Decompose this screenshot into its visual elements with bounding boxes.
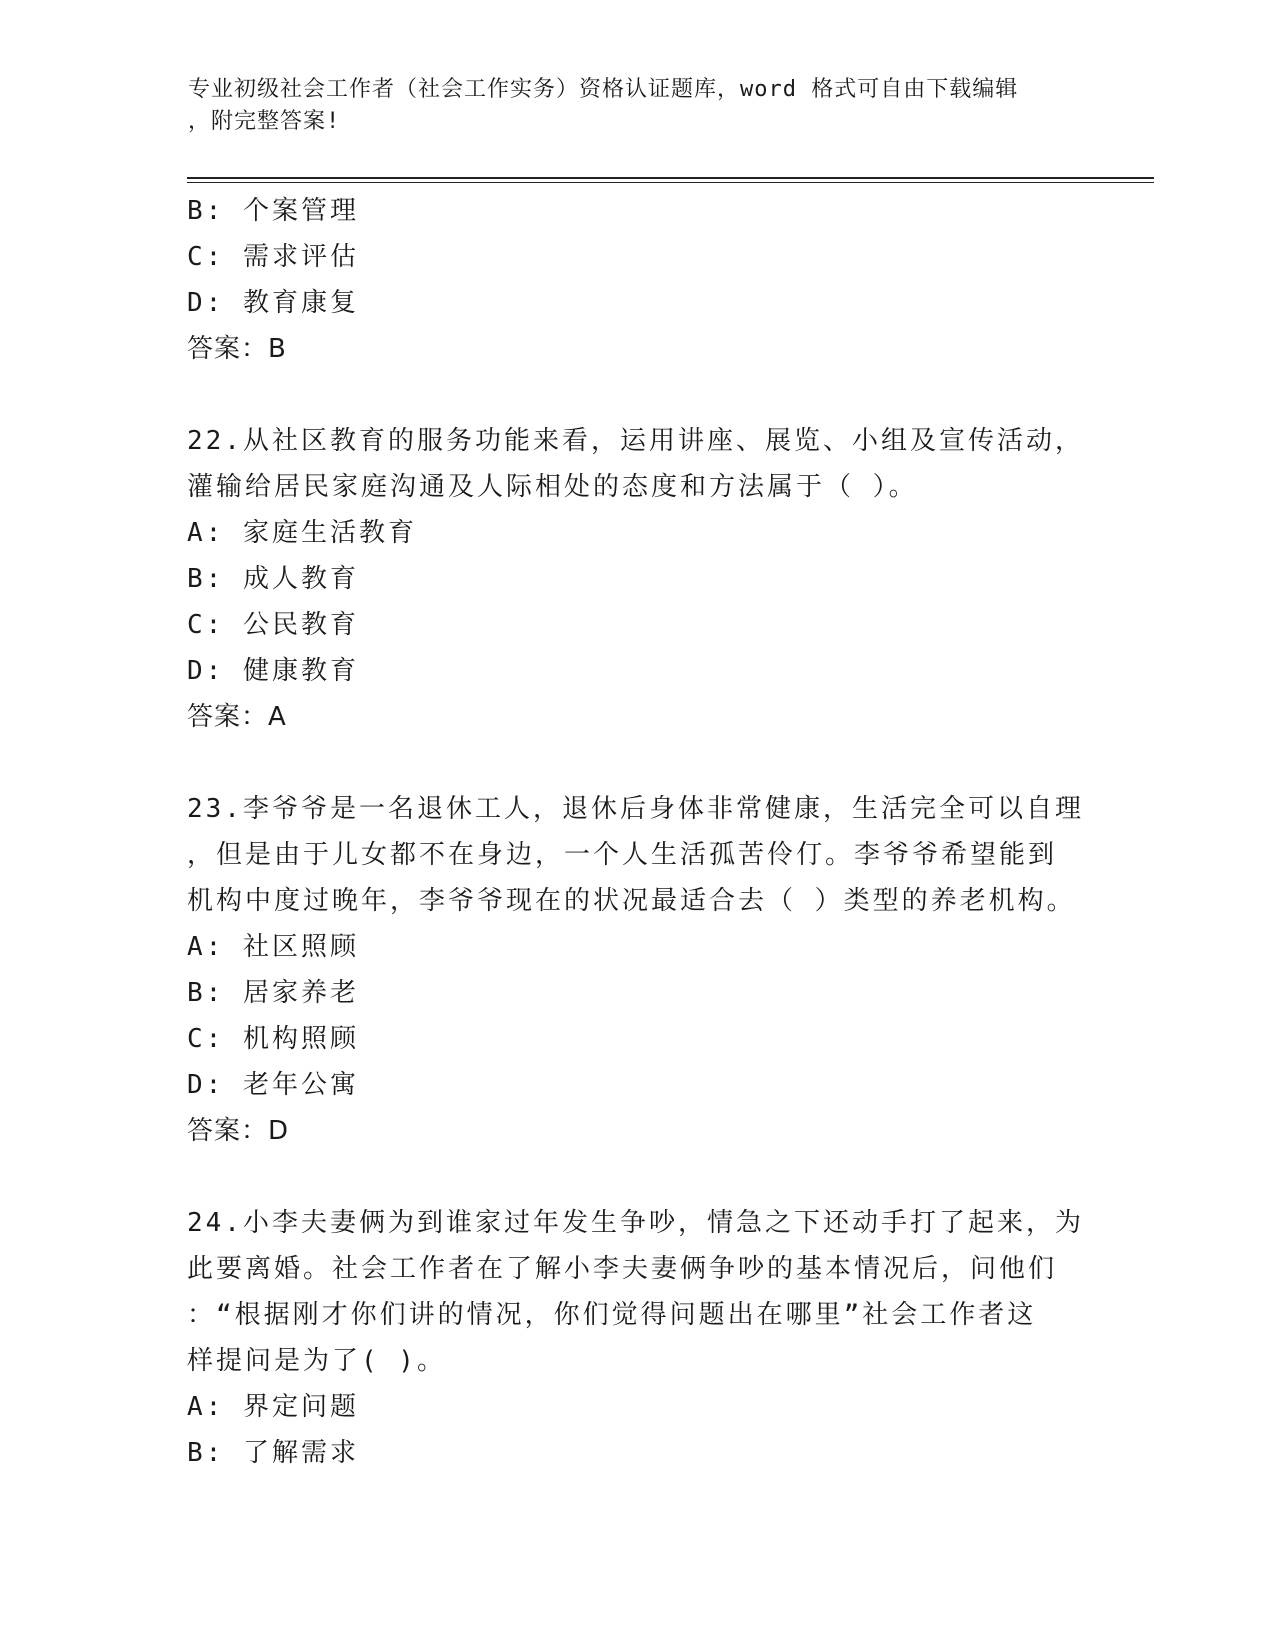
header-divider-thick	[187, 177, 1154, 179]
option-c: C: 公民教育	[187, 610, 359, 640]
question-text-line: ，但是由于儿女都不在身边，一个人生活孤苦伶仃。李爷爷希望能到	[187, 840, 1058, 870]
answer-line: 答案：A	[187, 702, 287, 732]
question-text-line: 22.从社区教育的服务功能来看，运用讲座、展览、小组及宣传活动，	[187, 426, 1084, 456]
answer-line: 答案：D	[187, 1116, 290, 1146]
option-a: A: 社区照顾	[187, 932, 359, 962]
question-text-line: 23.李爷爷是一名退休工人，退休后身体非常健康，生活完全可以自理	[187, 794, 1084, 824]
header-line-2: ，附完整答案!	[188, 109, 341, 134]
question-21-block	[187, 188, 1087, 372]
option-d: D: 教育康复	[187, 288, 359, 318]
header-line-1: 专业初级社会工作者（社会工作实务）资格认证题库，word 格式可自由下载编辑	[188, 77, 1019, 102]
document-body	[187, 188, 1087, 1476]
option-c: C: 需求评估	[187, 242, 359, 272]
question-text-line: 机构中度过晚年，李爷爷现在的状况最适合去（ ）类型的养老机构。	[187, 886, 1076, 916]
option-b: B: 成人教育	[187, 564, 359, 594]
option-b: B: 了解需求	[187, 1438, 359, 1468]
option-a: A: 界定问题	[187, 1392, 359, 1422]
question-text-line: 灌输给居民家庭沟通及人际相处的态度和方法属于（ ）。	[187, 472, 918, 502]
question-22-block	[187, 418, 1087, 740]
option-a: A: 家庭生活教育	[187, 518, 417, 548]
option-d: D: 老年公寓	[187, 1070, 359, 1100]
header-divider-thin	[187, 182, 1154, 183]
question-23-block	[187, 786, 1087, 1154]
question-text-line: 样提问是为了( )。	[187, 1346, 446, 1376]
question-text-line: ：“根据刚才你们讲的情况，你们觉得问题出在哪里”社会工作者这	[187, 1300, 1037, 1330]
question-text-line: 此要离婚。社会工作者在了解小李夫妻俩争吵的基本情况后，问他们	[187, 1254, 1058, 1284]
answer-line: 答案：B	[187, 334, 287, 364]
question-text-line: 24.小李夫妻俩为到谁家过年发生争吵，情急之下还动手打了起来，为	[187, 1208, 1084, 1238]
question-24-block	[187, 1200, 1087, 1476]
option-d: D: 健康教育	[187, 656, 359, 686]
option-c: C: 机构照顾	[187, 1024, 359, 1054]
option-b: B: 居家养老	[187, 978, 359, 1008]
option-b: B: 个案管理	[187, 196, 359, 226]
document-header	[188, 74, 1078, 138]
